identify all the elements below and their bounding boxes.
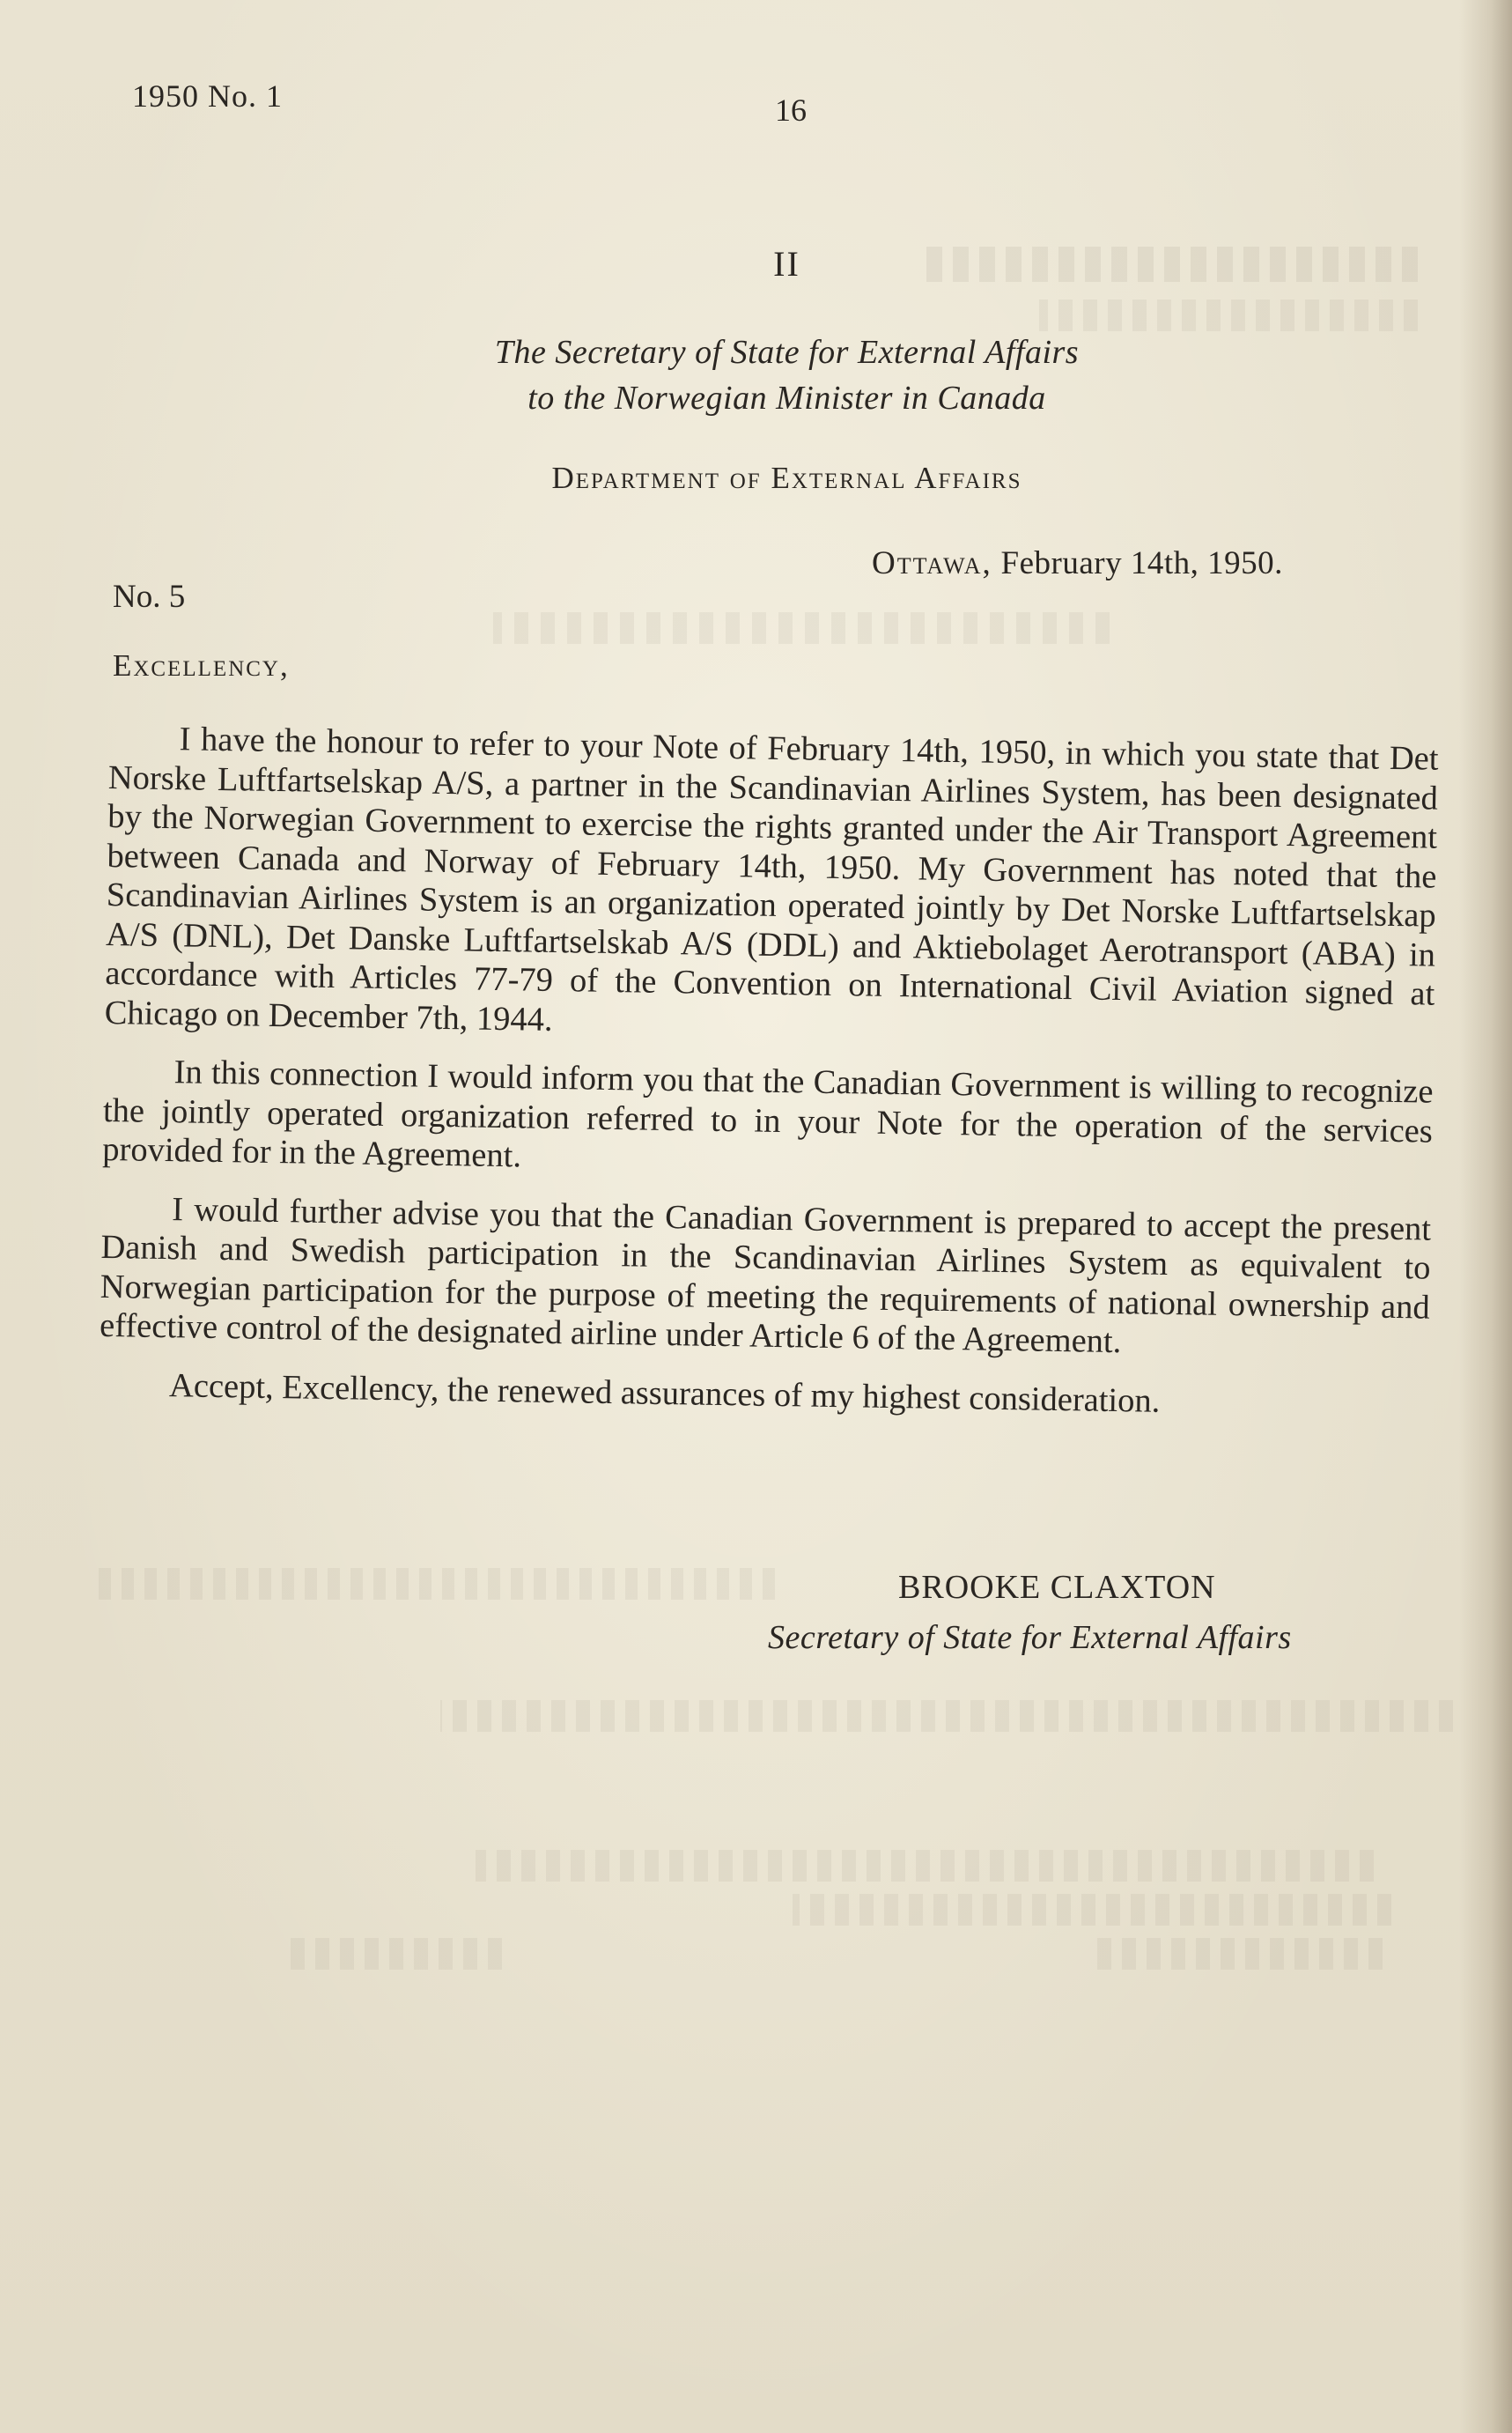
- address-line-2: to the Norwegian Minister in Canada: [527, 380, 1046, 417]
- signatory-name: BROOKE CLAXTON: [898, 1569, 1216, 1606]
- show-through-texture: [440, 1700, 1453, 1732]
- show-through-texture: [88, 1568, 775, 1600]
- dateline-date: February 14th, 1950.: [1000, 545, 1283, 581]
- show-through-texture: [1039, 300, 1418, 331]
- show-through-texture: [1092, 1938, 1383, 1970]
- paragraph-3: I would further advise you that the Canadian Government is prepared to accept the present Danish and Swedish participation in the Scandinavian Airlines System as equivalent to Norwegian participation for the purpose of meeting the requirements of national ownership and effective control of the designated airline under Article 6 of the Agreement.: [99, 1190, 1432, 1361]
- department-heading: Department of External Affairs: [551, 461, 1022, 495]
- series-header: 1950 No. 1: [132, 78, 283, 114]
- note-number: No. 5: [113, 579, 186, 615]
- signatory-title: Secretary of State for External Affairs: [768, 1619, 1292, 1656]
- show-through-texture: [493, 612, 1110, 644]
- closing-paragraph: Accept, Excellency, the renewed assurances of my highest consideration.: [168, 1366, 1161, 1420]
- salutation: Excellency,: [113, 648, 290, 683]
- paragraph-1: I have the honour to refer to your Note of February 14th, 1950, in which you state that Det Norske Luftfartselskap A/S, a partner in the Scandinavian Airlines System, has been designated by the Norwegian Government to exercise the rights granted under the Air Transport Agreement between Canada and Norway of February 14th, 1950. My Government has noted that the Scandinavian Airlines System is an organization operated jointly by Det Norske Luftfartselskap A/S (DNL), Det Danske Luftfartselskab A/S (DDL) and Aktiebolaget Aerotransport (ABA) in accordance with Articles 77-79 of the Convention on International Civil Aviation signed at Chicago on December 7th, 1944.: [104, 721, 1439, 1039]
- section-numeral: II: [773, 244, 800, 284]
- show-through-texture: [282, 1938, 502, 1970]
- page-number: 16: [775, 92, 807, 128]
- dateline-place: Ottawa,: [872, 545, 992, 581]
- paragraph-2: In this connection I would inform you that the Canadian Government is willing to recognize the jointly operated organization referred to in your Note for the operation of the services provided for in the Agreement.: [101, 1054, 1434, 1175]
- show-through-texture: [476, 1850, 1374, 1882]
- dateline: [872, 544, 1283, 582]
- address-line-1: The Secretary of State for External Affairs: [494, 334, 1080, 371]
- show-through-texture: [793, 1894, 1391, 1926]
- letter-body: [98, 719, 1438, 1445]
